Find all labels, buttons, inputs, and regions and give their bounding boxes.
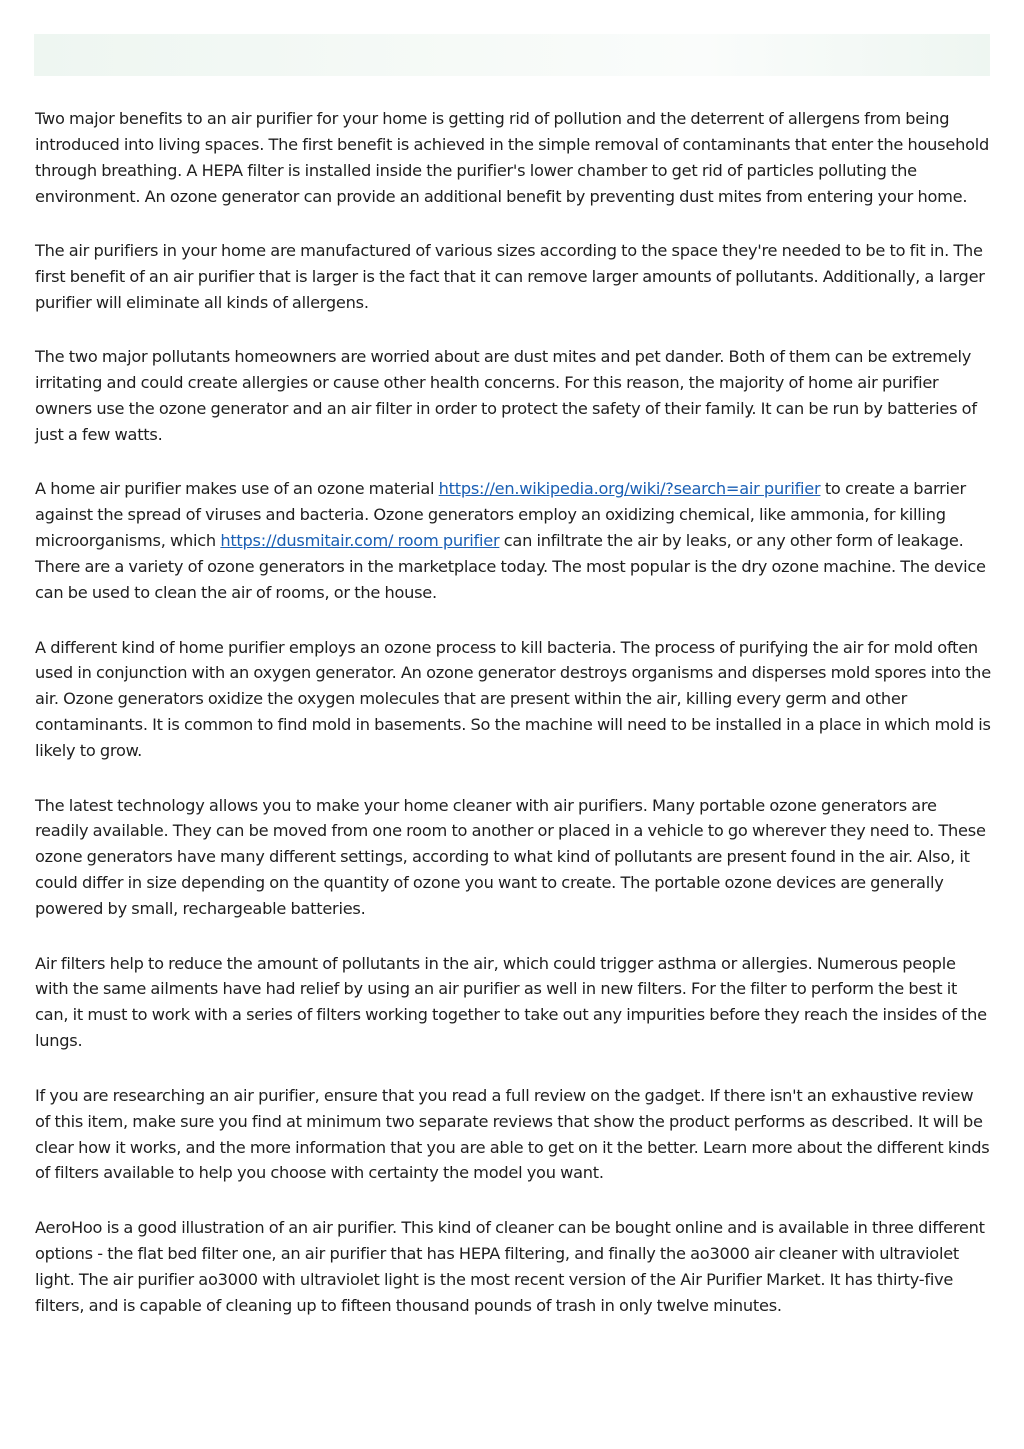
paragraph-4-text-2: to create a barrier against the spread of viruses and bacteria. Ozone generators employ an oxidizing chemical, like ammonia, for killing microorganisms, which: [35, 479, 966, 551]
paragraph-4: [35, 476, 991, 606]
paragraph-3: The two major pollutants homeowners are worried about are dust mites and pet dander. Both of them can be extremely irritating and could create allergies or cause other health concerns. For this reason, the majority of home air purifier owners use the ozone generator and an air filter in order to protect the safety of their family. It can be run by batteries of just a few watts.: [35, 347, 977, 445]
paragraph-7: Air filters help to reduce the amount of pollutants in the air, which could trigger asthma or allergies. Numerous people with the same ailments have had relief by using an air purifier as well in new filters. For the filter to perform the best it can, it must to work with a series of filters working together to take out any impurities before they reach the insides of the lungs.: [35, 953, 987, 1051]
paragraph-4-text-1: A home air purifier makes use of an ozone material: [35, 479, 439, 499]
article-body: [35, 106, 991, 1347]
wikipedia-link[interactable]: https://en.wikipedia.org/wiki/?search=air purifier: [438, 479, 821, 499]
paragraph-1: Two major benefits to an air purifier for your home is getting rid of pollution and the deterrent of allergens from being introduced into living spaces. The first benefit is achieved in the simple removal of contaminants that enter the household through breathing. A HEPA filter is installed inside the purifier's lower chamber to get rid of particles polluting the environment. An ozone generator can provide an additional benefit by preventing dust mites from entering your home.: [35, 109, 990, 206]
paragraph-4-text-3: can infiltrate the air by leaks, or any other form of leakage. There are a variety of ozone generators in the marketplace today. The most popular is the dry ozone machine. The device can be used to clean the air of rooms, or the house.: [35, 531, 986, 603]
paragraph-9: AeroHoo is a good illustration of an air purifier. This kind of cleaner can be bought online and is available in three different options - the flat bed filter one, an air purifier that has HEPA filtering, and finally the ao3000 air cleaner with ultraviolet light. The air purifier ao3000 with ultraviolet light is the most recent version of the Air Purifier Market. It has thirty-five filters, and is capable of cleaning up to fifteen thousand pounds of trash in only twelve minutes.: [35, 1217, 985, 1315]
paragraph-8: If you are researching an air purifier, ensure that you read a full review on the gadget. If there isn't an exhaustive review of this item, make sure you find at minimum two separate reviews that show the product performs as described. It will be clear how it works, and the more information that you are able to get on it the better. Learn more about the different kinds of filters available to help you choose with certainty the model you want.: [35, 1085, 990, 1183]
paragraph-6: The latest technology allows you to make your home cleaner with air purifiers. Many portable ozone generators are readily available. They can be moved from one room to another or placed in a vehicle to go wherever they need to. These ozone generators have many different settings, according to what kind of pollutants are present found in the air. Also, it could differ in size depending on the quantity of ozone you want to create. The portable ozone devices are generally powered by small, rechargeable batteries.: [35, 795, 986, 919]
paragraph-5: A different kind of home purifier employs an ozone process to kill bacteria. The process of purifying the air for mold often used in conjunction with an oxygen generator. An ozone generator destroys organisms and disperses mold spores into the air. Ozone generators oxidize the oxygen molecules that are present within the air, killing every germ and other contaminants. It is common to find mold in basements. So the machine will need to be installed in a place in which mold is likely to grow.: [35, 637, 991, 761]
dusmitair-link[interactable]: https://dusmitair.com/ room purifier: [220, 531, 500, 551]
paragraph-2: The air purifiers in your home are manufactured of various sizes according to the space they're needed to be to fit in. The first benefit of an air purifier that is larger is the fact that it can remove larger amounts of pollutants. Additionally, a larger purifier will eliminate all kinds of allergens.: [35, 241, 985, 312]
header-band: [34, 34, 990, 76]
